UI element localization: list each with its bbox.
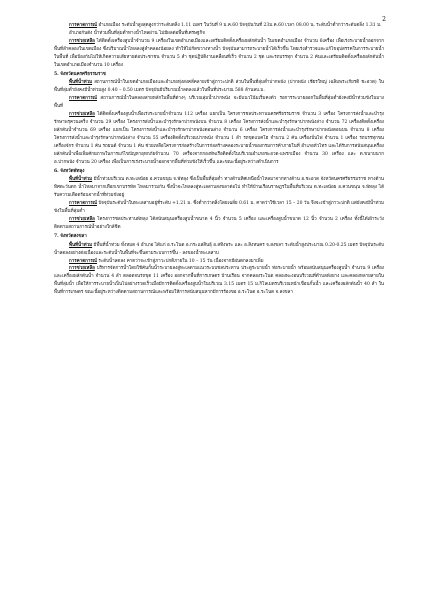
paragraph-text: ปัจจุบันระดับน้ำในทะเลสาบอยู่ที่ระดับ +1.21 ม. ซึ่งต่ำกว่าตลิ่งโดยเฉลี่ย 0.61 ม. คาดว่าใช้เวลา 15 – 20 วัน จึงจะเข้าสู่ภาวะปกติ แต่ยังคงมีน้ำท่วมขังในพื้นที่ลุ่มต่ำ [54, 201, 385, 215]
body-paragraph [54, 38, 384, 70]
paragraph-text: สถานการณ์น้ำในคลองสายหลักในพื้นที่ต่างๆ บริเวณลุ่มน้ำปากพนัง จะมีแนวโน้มเริ่มคงตัว รอการระบายออกในพื้นที่ลุ่มต่ำยังคงมีน้ำท่วมขังในบางพื้นที่ [54, 96, 384, 110]
body-paragraph [54, 79, 384, 95]
body-paragraph [54, 242, 384, 258]
paragraph-text: อำเภอเมือง ระดับน้ำสูงสุดสูงกว่าระดับตลิ่ง 1.11 เมตร ในวันที่ 9 ม.ค.60 ปัจจุบันวันที่ 23ม.ค.60 เวลา 08.00 น. ระดับน้ำต่ำกว่าระดับตลิ่ง 1.31 ม. [98, 23, 382, 28]
body-paragraph [54, 22, 384, 30]
paragraph-label: การคาดการณ์ [69, 96, 97, 102]
paragraph-label: การคาดการณ์ [69, 23, 97, 28]
paragraph-text: บริหารจัดการน้ำโดยใช้คันกั้นน้ำระบายลงสู่ทะเลตามแนวระบบชลประทาน ประตูระบายน้ำ ท่อระบายน้ำ พร้อมสนับสนุนเครื่องสูบน้ำ จำนวน 9 เครื่องและเครื่องผลักดันน้ำ จำนวน 4 ลำ ตลอดจนรถขุด 11 เครื่อง ออกจากพื้นที่การเกษตร บ้านเรือน จากคลองระโนด คลองพะงอนบริเวณที่ตำบลพังยาง และคลองหลายสายในพื้นที่ลุ่มน้ำ เพื่อให้การระบายน้ำเป็นไปอย่างรวดเร็วเมื่อมีการติดตั้งเครื่องสูบน้ำในบริเวณ 3.15 เมตร 15 ม.กิโลเมตรบริเวณหน้าเขื่อนกั้นน้ำ และเครื่องผลักดันน้ำ 40 ลำ ในพื้นที่การเกษตร ขณะนี้อยู่ระหว่างติดตามสถานการณ์และพร้อมให้การสนับสนุนหากมีการร้องขอ อ.ระโนด อ.ระโนด จ.สงขลา [54, 266, 384, 296]
body-paragraph [54, 95, 384, 111]
paragraph-label: พื้นที่น้ำท่วม [69, 242, 93, 248]
paragraph-label: การช่วยเหลือ [69, 112, 95, 118]
paragraph-text: ได้ติดตั้งเครื่องสูบน้ำเพื่อเร่งระบายน้ำจำนวน 112 เครื่อง แยกเป็น โครงการชลประทานนครศรีธรรมราช จำนวน 3 เครื่อง โครงการส่งน้ำและบำรุงรักษาพรุควนเคร็ง จำนวน 29 เครื่อง โครงการส่งน้ำและบำรุงรักษาปากพนังบน จำนวน 8 เครื่อง โครงการส่งน้ำและบำรุงรักษาปากพนังล่าง จำนวน 72 เครื่องติดตั้งเครื่องผลักดันน้ำจำนวน 69 เครื่อง แยกเป็น โครงการส่งน้ำและบำรุงรักษาปากพนังตอนล่าง จำนวน 6 เครื่อง โครงการส่งน้ำและบำรุงรักษาปากพนังตอนบน จำนวน 8 เครื่อง โครงการส่งน้ำและบำรุงรักษาปากพนังล่าง จำนวน 55 เครื่องติดตั้งบริเวณปากพนัง จำนวน 1 ลำ รถขุดแบคโฮ จำนวน 2 คัน เครื่องปั่นไฟ จำนวน 1 เครื่อง รถบรรทุกขนเครื่องจักร จำนวน 1 คัน รถยนต์ จำนวน 1 คัน ช่วยเหลือโครงการก่อสร้างในการก่อสร้างคลองระบายน้ำของกรมการค้าภายในที่ อำเภอหัวไทร และได้รับการสนับสนุนเครื่องผลักดันน้ำเพื่อเพิ่มศักยภาพในการแก้ไขปัญหาอุทกภัยจำนวน 70 เครื่องจากกองทัพเรือติดตั้งในบริเวณอำเภอชะอวด-แพรกเมือง จำนวน 30 เครื่อง และ ต.ขนาบนาก อ.ปากพนัง จำนวน 20 เครื่อง เพื่อเป็นการเร่งระบายน้ำออกจากพื้นที่ท่วมขังให้เร็วขึ้น และขณะนี้อยู่ระหว่างดำเนินการ [54, 112, 384, 165]
page-number: 2 [382, 16, 386, 23]
document-body [54, 22, 384, 297]
section-heading: 6. จังหวัดพัทลุง [54, 168, 85, 174]
paragraph-text: มีพื้นที่น้ำท่วม ทั้งหมด 4 อำเภอ ได้แก่ อ.ระโนด อ.กระแสสินธุ์ อ.สทิงพระ และ อ.สิงหนคร จ.สงขลา ระดับน้ำสูงประมาณ 0.20-0.25 เมตร ปัจจุบันระดับน้ำลดลงอย่างต่อเนื่องและระดับน้ำในพื้นที่จะขึ้นตามระบบการขึ้น - ลงของน้ำทะเลสาบ [54, 242, 384, 256]
body-paragraph [54, 111, 384, 166]
body-paragraph [54, 30, 384, 38]
body-paragraph [54, 200, 384, 216]
paragraph-text: สถานการณ์น้ำในเขตอำเภอเมืองและอำเภอทุ่งสงคลี่คลายเข้าสู่ภาวะปกติ ส่วนในพื้นที่ลุ่มต่ำปากพนัง (ปากพนัง เชียรใหญ่ เฉลิมพระเกียรติ ชะอวด) ในพื้นที่ลุ่มต่ำยังคงมีน้ำท่วมสูง 0.40 – 0.50 เมตร ปัจจุบันมีปริมาณน้ำลดลงแล้วในพื้นที่ประมาณ 588 ล้านลบ.ม. [54, 80, 384, 94]
paragraph-label: การช่วยเหลือ [69, 216, 95, 222]
paragraph-label: พื้นที่น้ำท่วม [69, 80, 93, 86]
section-heading: 5. จังหวัดนครศรีธรรมราช [54, 71, 106, 77]
paragraph-text: ระดับน้ำลดลง คาดว่าจะเข้าสู่ภาวะปกติภายใน 10 – 15 วัน เนื่องจากมีฝนตกลงมาเพิ่ม [98, 258, 264, 264]
paragraph-label: การคาดการณ์ [69, 258, 97, 264]
paragraph-text: มีน้ำท่วมบริเวณ ต.ทะเลน้อย อ.ควนขนุน จ.พัทลุง ซึ่งเป็นพื้นที่ลุ่มต่ำ ทางด้านทิศเหนือน้ำไหลมาจากทางด้าน อ.ชะอวด จังหวัดนครศรีธรรมราช ทางด้านทิศตะวันตก น้ำไหลมาจากเทือกเขาบรรทัด ไหลมารวมกัน ซึ่งน้ำจะไหลลงสู่ทะเลสาบสงขลาต่อไป ทำให้บ้านเรือนราษฎรในพื้นที่บริเวณ ต.ทะเลน้อย อ.ควนขนุน จ.พัทลุง ได้รับความเดือดร้อนจากน้ำที่ท่วมขังอยู่ [54, 177, 384, 199]
section-heading: 7. จังหวัดสงขลา [54, 234, 87, 240]
body-paragraph [54, 265, 384, 297]
paragraph-label: การช่วยเหลือ [69, 38, 95, 44]
paragraph-text: โครงการชลประทานพัทลุง ได้สนับสนุนเครื่องสูบน้ำขนาด 4 นิ้ว จำนวน 5 เครื่อง และเครื่องสูบน้ำขนาด 12 นิ้ว จำนวน 2 เครื่อง ทั้งนี้ได้เฝ้าระวังติดตามสถานการณ์น้ำอย่างใกล้ชิด [54, 216, 384, 230]
paragraph-label: การช่วยเหลือ [69, 266, 95, 272]
body-paragraph [54, 216, 384, 232]
paragraph-text: ได้ติดตั้งเครื่องสูบน้ำจำนวน 9 เครื่องในเขตอำเภอเมืองและเตรียมติดตั้งเครื่องผลักดันน้ำ ในเขตอำเภอเมือง จำนวน 6เครื่อง เพื่อเร่งระบายน้ำออกจากพื้นที่ลำคลองในเขตเมือง ซึ่งปริมาณน้ำไหลลงสู่ลำคลองน้อยลง ทำให้ไม่กีดขวางทางน้ำ ปัจจุบันสามารถระบายน้ำได้เร็วขึ้น โดยเร่งสำรวจและแก้ไขอุปสรรคในการระบายน้ำในพื้นที่ เพื่อป้องกันไม่ให้เกิดความเสียหายต่อประชาชน จำนวน 5 ลำ ชุดปฏิบัติงานเคลื่อนที่เร็ว จำนวน 2 ชุด และรถบรรทุก จำนวน 2 คันและเตรียมติดตั้งเครื่องผลักดันน้ำ ในเขตอำเภอเมืองจำนวน 10 เครื่อง [54, 38, 384, 68]
body-paragraph [54, 258, 384, 266]
paragraph-label: พื้นที่น้ำท่วม [69, 177, 93, 183]
paragraph-label: การคาดการณ์ [69, 201, 97, 207]
body-paragraph [54, 176, 384, 200]
paragraph-text: อำเภอกันตัง น้ำท่วมพื้นที่ลุ่มต่ำทางน้ำไหลผ่าน ไม่มีผลต่อพื้นที่เศรษฐกิจ [69, 30, 205, 36]
